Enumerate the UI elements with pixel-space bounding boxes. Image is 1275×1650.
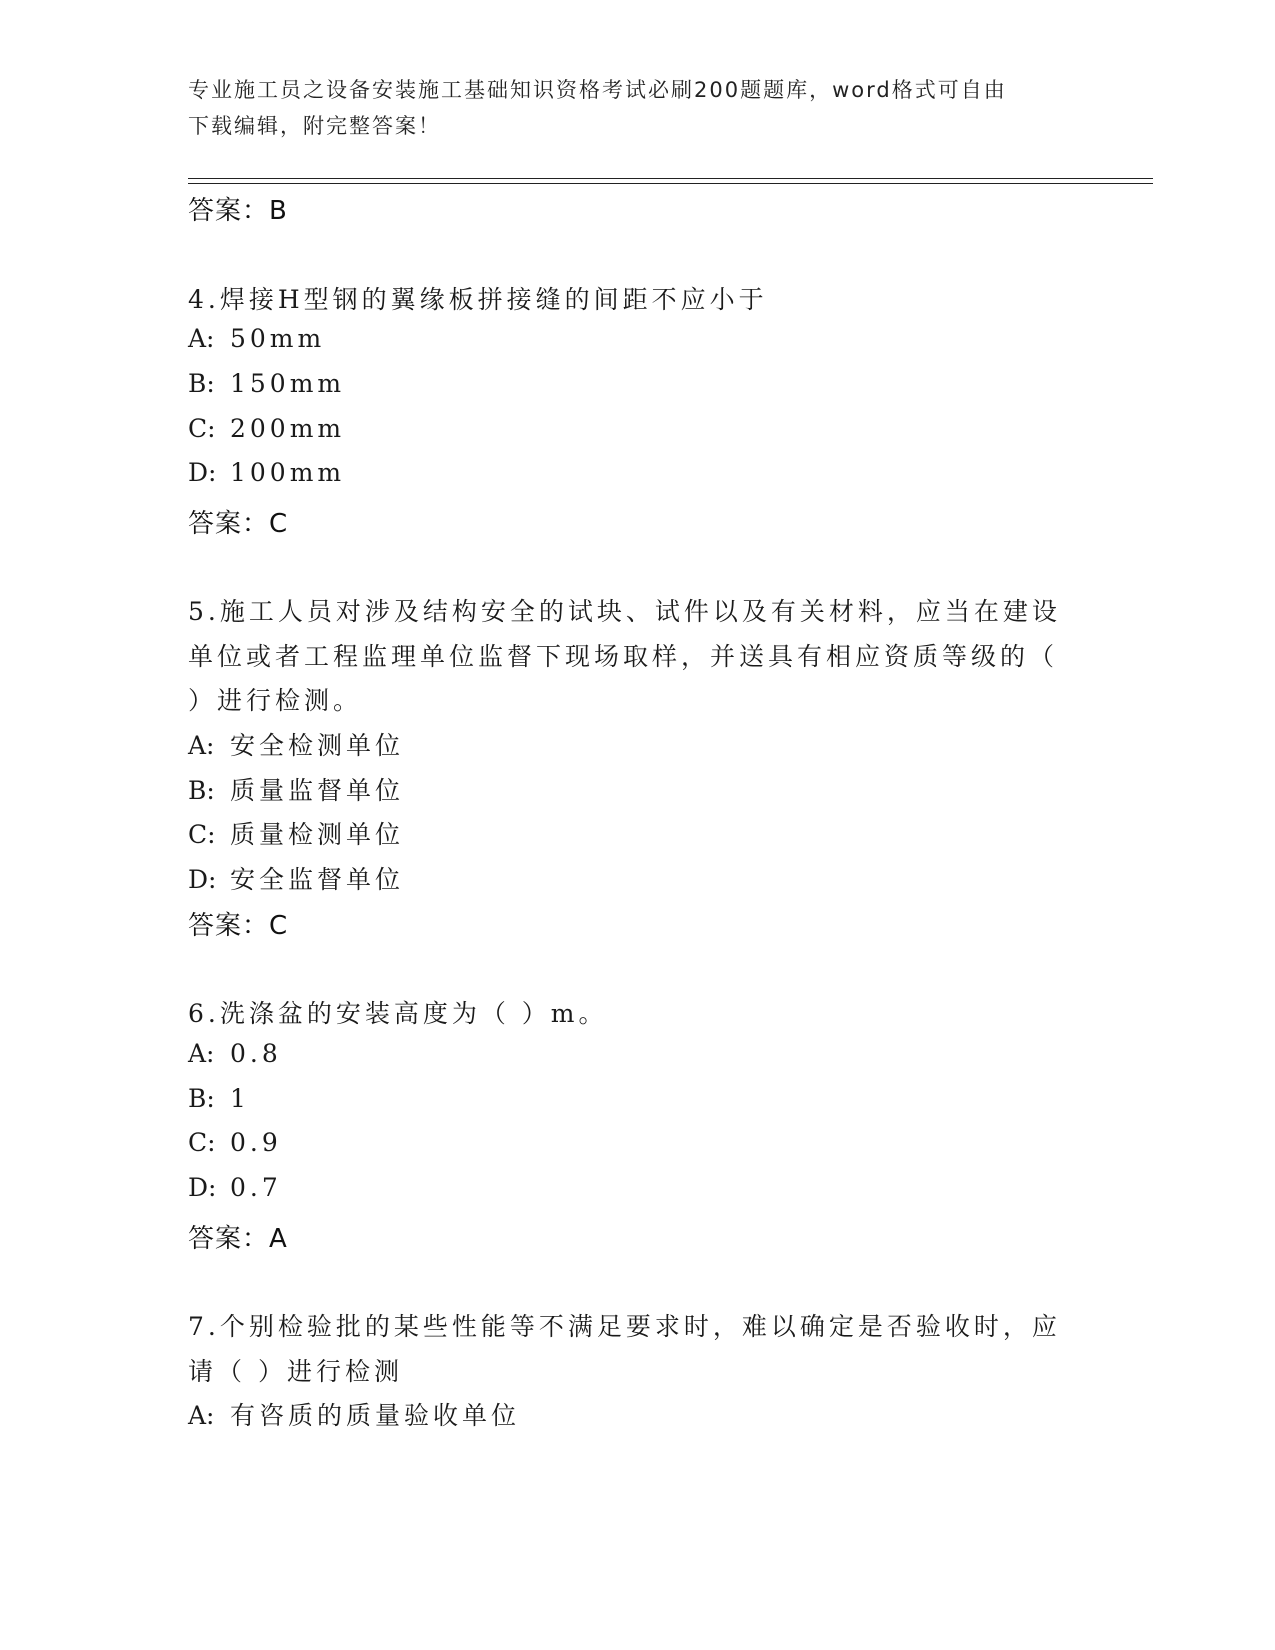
option-letter: D:: [188, 458, 217, 487]
option-text: 150mm: [230, 369, 346, 398]
header-rule-bottom: [188, 183, 1153, 184]
option-letter: B:: [188, 369, 215, 398]
option-a: [188, 1396, 520, 1432]
option-text: 质量检测单位: [230, 820, 405, 849]
answer-label: 答案：A: [188, 1224, 288, 1254]
option-letter: B:: [188, 1084, 215, 1113]
option-b: [188, 1084, 250, 1113]
option-text: 0.9: [230, 1128, 282, 1157]
option-letter: A:: [188, 1401, 215, 1430]
option-d: [188, 1173, 282, 1202]
option-letter: A:: [188, 324, 215, 353]
option-letter: D:: [188, 865, 217, 894]
option-b: [188, 771, 404, 807]
option-b: [188, 369, 345, 398]
option-text: 质量监督单位: [230, 776, 405, 805]
option-a: [188, 324, 325, 353]
option-text: 0.8: [230, 1039, 282, 1068]
option-text: 1: [230, 1084, 250, 1113]
option-letter: A:: [188, 1039, 215, 1068]
header-rule-top: [188, 178, 1153, 179]
option-letter: A:: [188, 731, 215, 760]
option-letter: C:: [188, 1128, 216, 1157]
option-text: 0.7: [230, 1173, 282, 1202]
question-text: 单位或者工程监理单位监督下现场取样，并送具有相应资质等级的（: [188, 642, 1059, 671]
option-letter: D:: [188, 1173, 217, 1202]
option-text: 安全监督单位: [230, 865, 405, 894]
question-text: 7.个别检验批的某些性能等不满足要求时，难以确定是否验收时，应: [188, 1312, 1061, 1341]
option-a: [188, 726, 404, 762]
option-text: 100mm: [230, 458, 346, 487]
answer-label: 答案：B: [188, 196, 288, 226]
answer-label: 答案：C: [188, 911, 289, 941]
option-d: [188, 860, 404, 896]
option-letter: B:: [188, 776, 215, 805]
option-letter: C:: [188, 414, 216, 443]
question-text: 6.洗涤盆的安装高度为（ ）m。: [188, 999, 608, 1028]
header-line-2: 下载编辑，附完整答案！: [188, 114, 441, 138]
option-d: [188, 458, 345, 487]
option-c: [188, 414, 345, 443]
option-text: 200mm: [230, 414, 346, 443]
question-text: 5.施工人员对涉及结构安全的试块、试件以及有关材料，应当在建设: [188, 597, 1061, 626]
option-text: 有咨质的质量验收单位: [230, 1401, 521, 1430]
question-text: 请（ ）进行检测: [188, 1357, 403, 1386]
option-text: 50mm: [230, 324, 326, 353]
option-letter: C:: [188, 820, 216, 849]
question-text: 4.焊接H型钢的翼缘板拼接缝的间距不应小于: [188, 285, 768, 314]
option-c: [188, 1128, 282, 1157]
header-line-1: 专业施工员之设备安装施工基础知识资格考试必刷200题题库，word格式可自由: [188, 78, 1007, 102]
option-a: [188, 1039, 282, 1068]
answer-label: 答案：C: [188, 509, 289, 539]
question-text: ）进行检测。: [188, 686, 363, 715]
option-c: [188, 815, 404, 851]
document-header: [188, 72, 1068, 144]
option-text: 安全检测单位: [230, 731, 405, 760]
